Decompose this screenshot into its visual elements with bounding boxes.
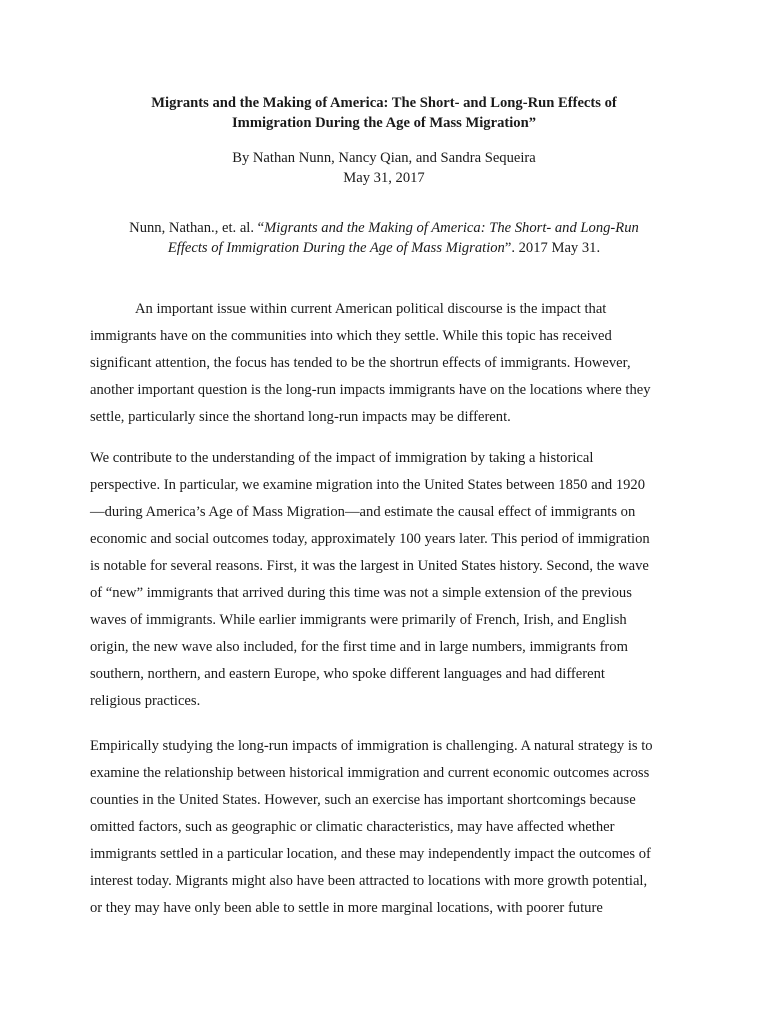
citation-prefix: Nunn, Nathan., et. al. “	[129, 220, 265, 236]
paragraph-line: perspective. In particular, we examine migration into the United States between 1850 and 1920	[90, 477, 646, 493]
paragraph-line: economic and social outcomes today, approximately 100 years later. This period of immigration	[90, 531, 650, 547]
paragraph-2	[90, 445, 678, 715]
paragraph-line: another important question is the long-run impacts immigrants have on the locations where they	[90, 382, 651, 398]
paragraph-line: or they may have only been able to settle in more marginal locations, with poorer future	[90, 900, 603, 916]
paragraph-line: immigrants settled in a particular location, and these may independently impact the outcomes of	[90, 846, 651, 862]
citation-title-part-2: Effects of Immigration During the Age of Mass Migration	[167, 240, 505, 256]
paragraph-line: examine the relationship between historical immigration and current economic outcomes across	[90, 765, 650, 781]
paragraph-line: is notable for several reasons. First, it was the largest in United States history. Second, the wave	[90, 558, 649, 574]
paragraph-line: —during America’s Age of Mass Migration—and estimate the causal effect of immigrants on	[90, 504, 636, 520]
title-line-2: Immigration During the Age of Mass Migration”	[231, 115, 536, 131]
paragraph-3	[90, 733, 678, 922]
paragraph-line: omitted factors, such as geographic or climatic characteristics, may have affected whether	[90, 819, 615, 835]
citation-line-2	[60, 238, 708, 258]
citation-title-part-1: Migrants and the Making of America: The Short- and Long-Run	[264, 220, 639, 236]
paragraph-line: religious practices.	[90, 693, 201, 709]
publication-date: May 31, 2017	[343, 170, 425, 186]
paragraph-line: counties in the United States. However, such an exercise has important shortcomings because	[90, 792, 636, 808]
paragraph-line: interest today. Migrants might also have been attracted to locations with more growth potential,	[90, 873, 648, 889]
paragraph-line: southern, northern, and eastern Europe, who spoke different languages and had different	[90, 666, 605, 682]
citation-suffix: ”. 2017 May 31.	[504, 240, 601, 256]
paragraph-line: An important issue within current American political discourse is the impact that	[135, 301, 607, 317]
citation-line-1	[60, 218, 708, 238]
citation	[60, 218, 708, 258]
paragraph-line: origin, the new wave also included, for the first time and in large numbers, immigrants from	[90, 639, 628, 655]
paragraph-line: Empirically studying the long-run impacts of immigration is challenging. A natural strategy is to	[90, 738, 653, 754]
document-title	[60, 93, 708, 133]
paragraph-line: We contribute to the understanding of the impact of immigration by taking a historical	[90, 450, 594, 466]
title-line-1: Migrants and the Making of America: The Short- and Long-Run Effects of	[151, 95, 617, 111]
paragraph-1	[90, 296, 678, 431]
authors: By Nathan Nunn, Nancy Qian, and Sandra Sequeira	[232, 150, 536, 166]
paragraph-line: significant attention, the focus has tended to be the shortrun effects of immigrants. However,	[90, 355, 631, 371]
paragraph-line: of “new” immigrants that arrived during this time was not a simple extension of the previous	[90, 585, 632, 601]
paragraph-line: settle, particularly since the shortand long-run impacts may be different.	[90, 409, 511, 425]
paragraph-line: immigrants have on the communities into which they settle. While this topic has received	[90, 328, 612, 344]
paragraph-line: waves of immigrants. While earlier immigrants were primarily of French, Irish, and English	[90, 612, 627, 628]
byline	[60, 148, 708, 188]
